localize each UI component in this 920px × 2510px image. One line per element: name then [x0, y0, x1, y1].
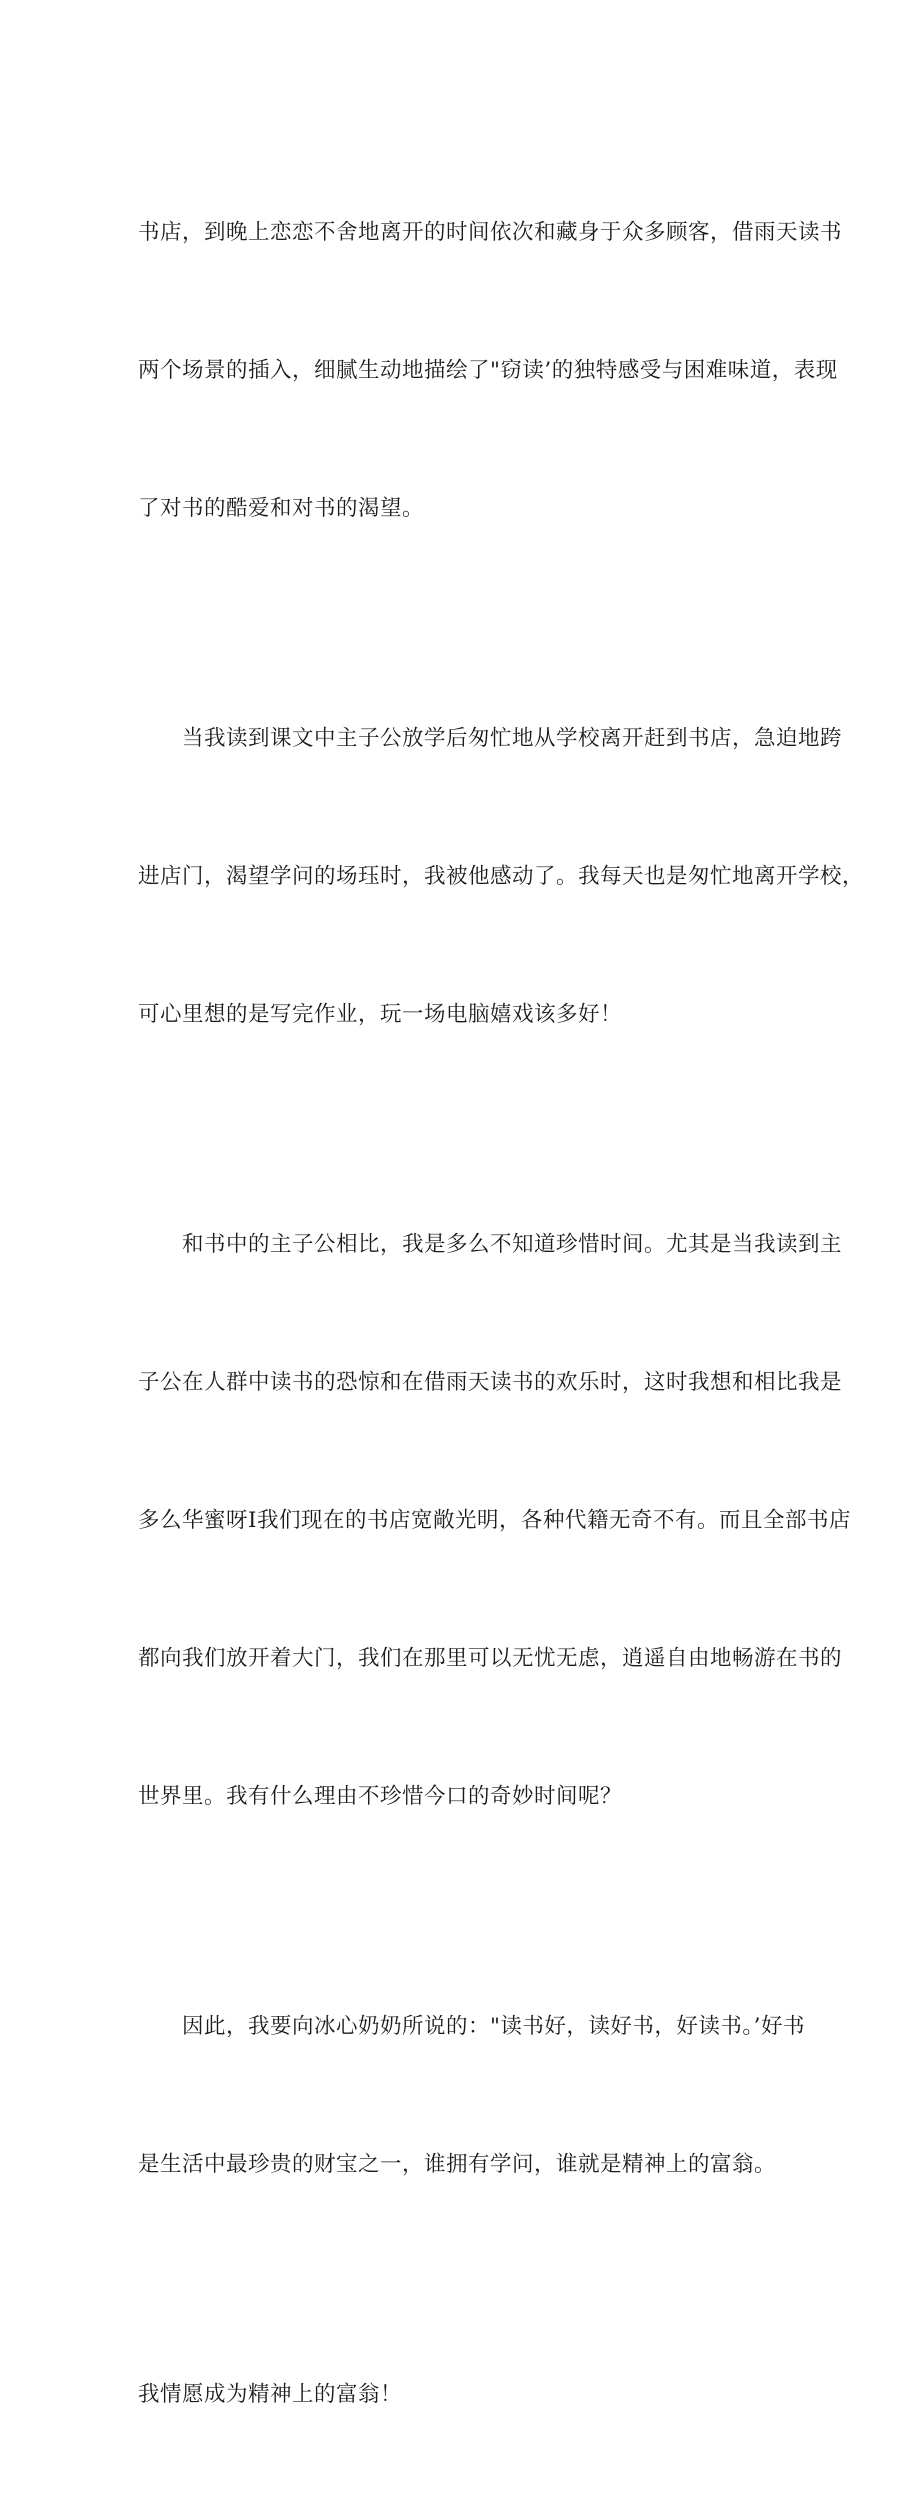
text-line: 因此，我要向冰心奶奶所说的："读书好，读好书，好读书。’好书 — [182, 2014, 805, 2039]
text-line: 和书中的主子公相比，我是多么不知道珍惜时间。尤其是当我读到主 — [182, 1232, 843, 1257]
text-line: 子公在人群中读书的恐惊和在借雨天读书的欢乐时，这时我想和相比我是 — [138, 1370, 843, 1395]
text-line: 多么华蜜呀I我们现在的书店宽敞光明，各种代籍无奇不有。而且全部书店 — [138, 1508, 851, 1533]
text-line: 了对书的酷爱和对书的渴望。 — [138, 496, 425, 521]
text-line: 都向我们放开着大门，我们在那里可以无忧无虑，逍遥自由地畅游在书的 — [138, 1646, 843, 1671]
text-line: 书店，到晚上恋恋不舍地离开的时间依次和藏身于众多顾客，借雨天读书 — [138, 220, 843, 245]
paragraph-2 — [138, 624, 865, 1130]
text-line: 可心里想的是写完作业，玩一场电脑嬉戏该多好！ — [138, 1002, 623, 1027]
paragraph-1 — [138, 118, 843, 624]
text-line: 我情愿成为精神上的富翁！ — [138, 2382, 403, 2407]
text-line: 是生活中最珍贵的财宝之一，谁拥有学问，谁就是精神上的富翁。 — [138, 2152, 777, 2177]
paragraph-3 — [138, 1130, 851, 1912]
text-line: 世界里。我有什么理由不珍惜今口的奇妙时间呢？ — [138, 1784, 623, 1809]
text-line: 当我读到课文中主子公放学后匆忙地从学校离开赶到书店，急迫地跨 — [182, 726, 843, 751]
paragraph-4 — [138, 1912, 805, 2280]
document-body — [138, 118, 865, 2510]
text-line: 两个场景的插入，细腻生动地描绘了"窃读’的独特感受与困难味道，表现 — [138, 358, 838, 383]
paragraph-5 — [138, 2280, 793, 2510]
text-line: 进店门，渴望学问的场珏时，我被他感动了。我每天也是匆忙地离开学校， — [138, 864, 865, 889]
